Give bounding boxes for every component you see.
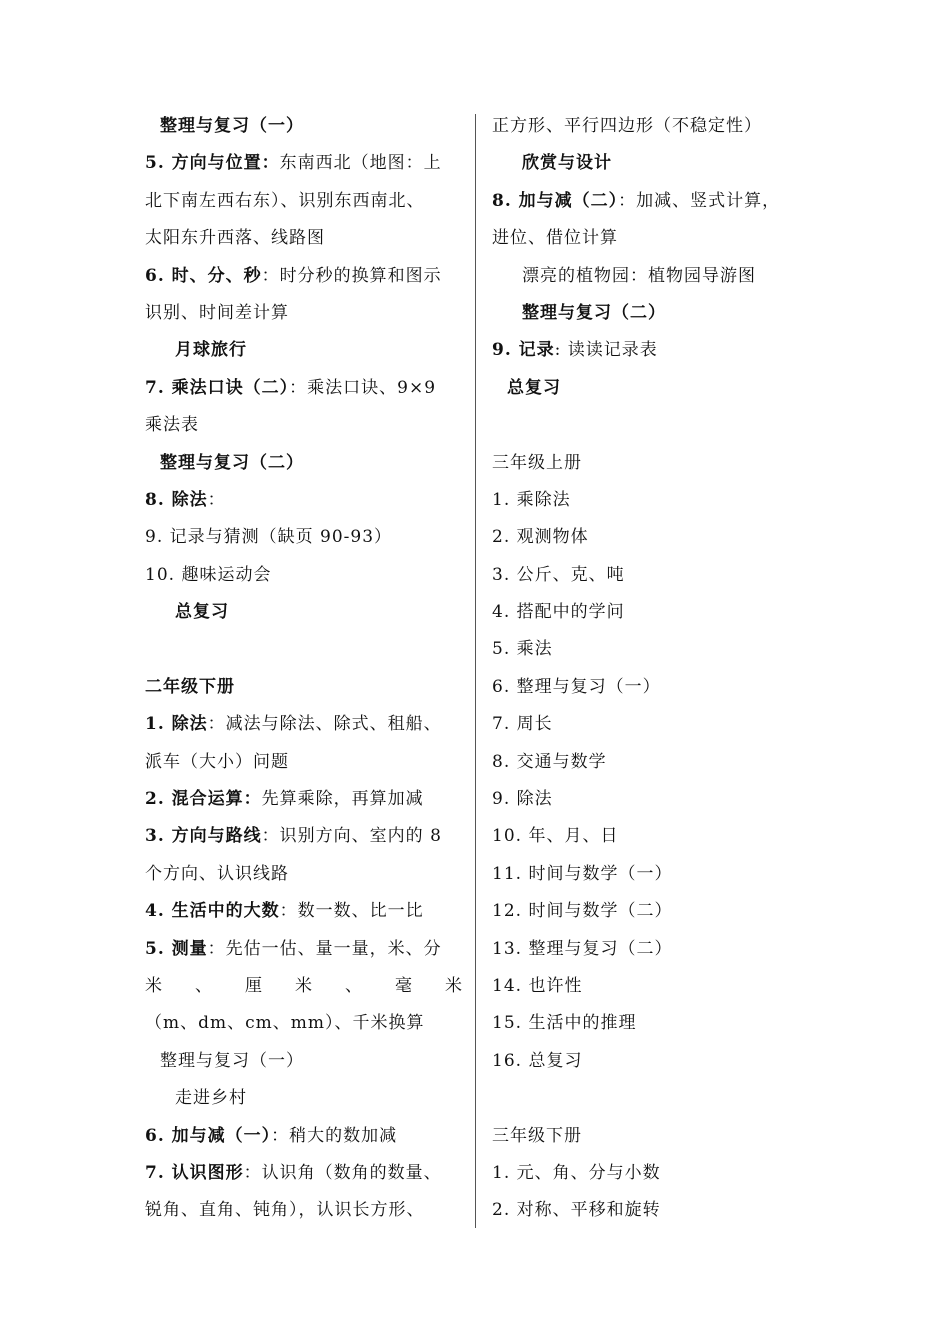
grade-title: 二年级下册 [145, 676, 235, 697]
text-line: 漂亮的植物园：植物园导游图 [522, 265, 756, 286]
text-line: 锐角、直角、钝角），认识长方形、 [145, 1200, 425, 1221]
text-line: 6. 时、分、秒：时分秒的换算和图示 [145, 265, 442, 286]
text-line: 8. 除法： [145, 489, 226, 510]
section-heading: 整理与复习（二） [522, 302, 666, 323]
text-line: 7. 乘法口诀（二）：乘法口诀、9×9 [145, 377, 437, 398]
text-line: 9. 记录: 读读记录表 [492, 340, 658, 361]
text-line: 2. 混合运算：先算乘除，再算加减 [145, 789, 424, 810]
list-item: 7. 周长 [492, 714, 553, 735]
text-line: 5. 方向与位置：东南西北（地图：上 [145, 153, 442, 174]
list-item: 9. 除法 [492, 789, 553, 810]
text-line: 10. 趣味运动会 [145, 564, 272, 585]
text-line: 乘法表 [145, 415, 199, 436]
text-line: 识别、时间差计算 [145, 302, 289, 323]
section-heading: 总复习 [507, 377, 561, 398]
grade-title: 三年级上册 [492, 452, 582, 473]
list-item: 3. 公斤、克、吨 [492, 564, 625, 585]
text-line-justified: 米 、 厘 米 、 毫 米 [145, 975, 463, 996]
list-item: 2. 观测物体 [492, 527, 589, 548]
text-line: （m、dm、cm、mm）、千米换算 [145, 1013, 425, 1034]
list-item: 11. 时间与数学（一） [492, 863, 673, 884]
list-item: 6. 整理与复习（一） [492, 676, 661, 697]
list-item: 13. 整理与复习（二） [492, 938, 673, 959]
right-column [492, 108, 802, 1230]
section-heading: 走进乡村 [175, 1088, 247, 1109]
text-line: 进位、借位计算 [492, 228, 618, 249]
text-line: 8. 加与减（二）：加减、竖式计算， [492, 190, 781, 211]
grade-title: 三年级下册 [492, 1125, 582, 1146]
text-line: 正方形、平行四边形（不稳定性） [492, 116, 762, 136]
text-line: 9. 记录与猜测（缺页 90-93） [145, 527, 393, 548]
column-divider [475, 114, 476, 1228]
list-item: 1. 乘除法 [492, 489, 571, 510]
section-heading: 整理与复习（一） [160, 116, 304, 136]
text-line: 5. 测量：先估一估、量一量，米、分 [145, 938, 442, 959]
text-line: 北下南左西右东）、识别东西南北、 [145, 190, 425, 211]
grade3a-list [492, 482, 802, 1080]
list-item: 12. 时间与数学（二） [492, 901, 673, 922]
list-item: 8. 交通与数学 [492, 751, 607, 772]
list-item: 15. 生活中的推理 [492, 1013, 637, 1034]
list-item: 5. 乘法 [492, 639, 553, 660]
section-heading: 月球旅行 [175, 340, 247, 361]
section-heading: 总复习 [175, 602, 229, 623]
grade3b-list [492, 1155, 802, 1230]
list-item: 1. 元、角、分与小数 [492, 1162, 661, 1183]
list-item: 16. 总复习 [492, 1050, 583, 1071]
list-item: 2. 对称、平移和旋转 [492, 1200, 661, 1221]
section-heading: 欣赏与设计 [522, 153, 612, 174]
list-item: 10. 年、月、日 [492, 826, 619, 847]
text-line: 3. 方向与路线：识别方向、室内的 8 [145, 826, 442, 847]
section-heading: 整理与复习（二） [160, 452, 304, 473]
text-line: 1. 除法：减法与除法、除式、租船、 [145, 714, 442, 735]
text-line: 太阳东升西落、线路图 [145, 228, 325, 249]
list-item: 14. 也许性 [492, 975, 583, 996]
left-column [145, 108, 463, 1230]
section-heading: 整理与复习（一） [160, 1050, 304, 1071]
text-line: 个方向、认识线路 [145, 863, 289, 884]
text-line: 4. 生活中的大数：数一数、比一比 [145, 901, 424, 922]
text-line: 派车（大小）问题 [145, 751, 289, 772]
list-item: 4. 搭配中的学问 [492, 602, 625, 623]
text-line: 6. 加与减（一）：稍大的数加减 [145, 1125, 398, 1146]
text-line: 7. 认识图形：认识角（数角的数量、 [145, 1162, 442, 1183]
